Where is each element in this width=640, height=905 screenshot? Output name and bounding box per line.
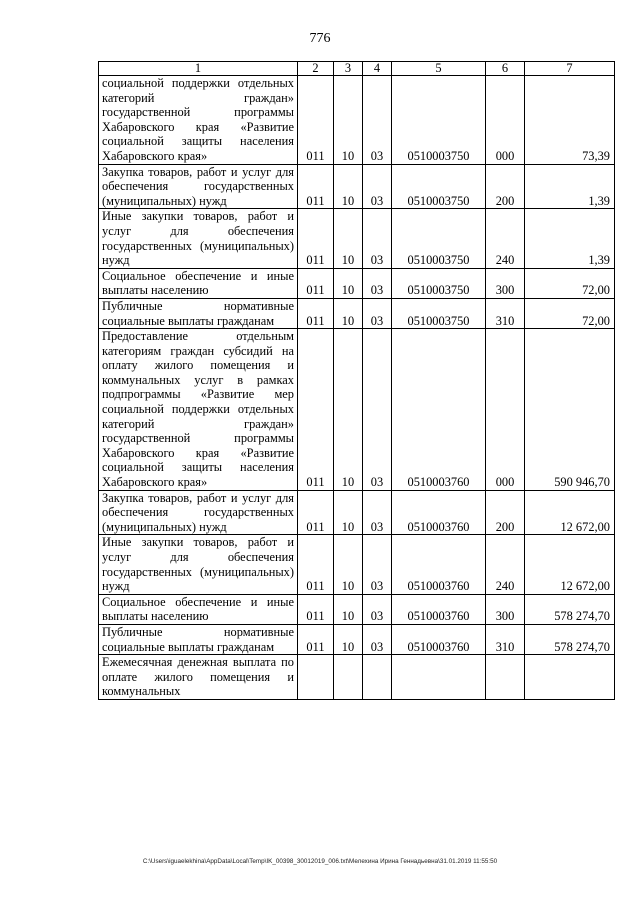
row-code-3: 10 [334, 76, 363, 165]
row-code-2: 011 [298, 624, 334, 654]
table-header-row [99, 62, 615, 76]
table-row [99, 209, 615, 268]
row-name: социальной поддержки отдельных категорий граждан» государственной программы Хабаровского края «Развитие социальной защиты населения Хабаровского края» [99, 76, 298, 165]
row-code-5: 0510003760 [392, 490, 486, 535]
row-code-2 [298, 655, 334, 700]
table-row [99, 298, 615, 328]
table-row [99, 624, 615, 654]
row-code-3: 10 [334, 624, 363, 654]
row-name: Предоставление отдельным категориям граждан субсидий на оплату жилого помещения и коммунальных услуг в рамках подпрограммы «Развитие мер социальной поддержки отдельных категорий граждан» государственной программы Хабаровского края «Развитие социальной защиты населения Хабаровского края» [99, 329, 298, 491]
row-amount: 12 672,00 [525, 490, 615, 535]
row-code-4: 03 [363, 164, 392, 209]
row-amount: 1,39 [525, 209, 615, 268]
row-code-3: 10 [334, 535, 363, 594]
row-code-5: 0510003750 [392, 76, 486, 165]
header-cell: 7 [525, 62, 615, 76]
row-amount: 578 274,70 [525, 594, 615, 624]
row-code-5 [392, 655, 486, 700]
row-code-5: 0510003760 [392, 535, 486, 594]
header-cell: 1 [99, 62, 298, 76]
row-code-6: 240 [486, 535, 525, 594]
document-footer-path: C:\Users\iguaelekhina\AppData\Local\Temp\IK_00398_30012019_006.txt\Мелехина Ирина Геннадьевна\31.01.2019 11:55:50 [142, 858, 498, 865]
row-code-4: 03 [363, 268, 392, 298]
row-name: Публичные нормативные социальные выплаты гражданам [99, 298, 298, 328]
row-code-4 [363, 655, 392, 700]
table-row [99, 76, 615, 165]
row-name: Закупка товаров, работ и услуг для обеспечения государственных (муниципальных) нужд [99, 490, 298, 535]
row-name: Социальное обеспечение и иные выплаты населению [99, 268, 298, 298]
row-code-2: 011 [298, 298, 334, 328]
table-row [99, 535, 615, 594]
row-name: Публичные нормативные социальные выплаты гражданам [99, 624, 298, 654]
row-amount: 72,00 [525, 298, 615, 328]
row-amount: 590 946,70 [525, 329, 615, 491]
row-code-2: 011 [298, 490, 334, 535]
row-code-4: 03 [363, 535, 392, 594]
row-amount: 1,39 [525, 164, 615, 209]
row-code-3: 10 [334, 164, 363, 209]
row-amount: 73,39 [525, 76, 615, 165]
table-row [99, 268, 615, 298]
row-code-6: 310 [486, 298, 525, 328]
row-code-4: 03 [363, 209, 392, 268]
row-code-5: 0510003750 [392, 268, 486, 298]
row-name: Ежемесячная денежная выплата по оплате жилого помещения и коммунальных [99, 655, 298, 700]
header-cell: 6 [486, 62, 525, 76]
budget-table [98, 61, 615, 700]
table-row [99, 655, 615, 700]
row-code-5: 0510003760 [392, 594, 486, 624]
row-name: Иные закупки товаров, работ и услуг для обеспечения государственных (муниципальных) нужд [99, 535, 298, 594]
row-code-6: 200 [486, 490, 525, 535]
row-code-6: 300 [486, 268, 525, 298]
row-code-4: 03 [363, 329, 392, 491]
row-code-2: 011 [298, 164, 334, 209]
row-name: Закупка товаров, работ и услуг для обеспечения государственных (муниципальных) нужд [99, 164, 298, 209]
table-row [99, 164, 615, 209]
row-code-2: 011 [298, 329, 334, 491]
row-code-6: 000 [486, 329, 525, 491]
row-code-3: 10 [334, 298, 363, 328]
row-code-6: 240 [486, 209, 525, 268]
row-amount: 578 274,70 [525, 624, 615, 654]
row-code-5: 0510003750 [392, 164, 486, 209]
row-code-4: 03 [363, 298, 392, 328]
header-cell: 4 [363, 62, 392, 76]
row-code-3: 10 [334, 329, 363, 491]
row-code-6: 200 [486, 164, 525, 209]
header-cell: 2 [298, 62, 334, 76]
row-code-2: 011 [298, 535, 334, 594]
header-cell: 5 [392, 62, 486, 76]
row-amount: 12 672,00 [525, 535, 615, 594]
row-code-3: 10 [334, 490, 363, 535]
row-code-6: 000 [486, 76, 525, 165]
row-code-2: 011 [298, 209, 334, 268]
row-name: Социальное обеспечение и иные выплаты населению [99, 594, 298, 624]
row-code-2: 011 [298, 594, 334, 624]
row-code-5: 0510003750 [392, 209, 486, 268]
row-code-6: 310 [486, 624, 525, 654]
row-code-2: 011 [298, 76, 334, 165]
row-code-5: 0510003760 [392, 624, 486, 654]
row-code-5: 0510003750 [392, 298, 486, 328]
header-cell: 3 [334, 62, 363, 76]
row-code-4: 03 [363, 490, 392, 535]
row-amount: 72,00 [525, 268, 615, 298]
table-row [99, 594, 615, 624]
row-code-5: 0510003760 [392, 329, 486, 491]
table-row [99, 329, 615, 491]
row-code-3: 10 [334, 209, 363, 268]
row-code-3: 10 [334, 594, 363, 624]
row-code-6: 300 [486, 594, 525, 624]
table-row [99, 490, 615, 535]
page-number: 776 [309, 31, 331, 46]
row-name: Иные закупки товаров, работ и услуг для обеспечения государственных (муниципальных) нужд [99, 209, 298, 268]
row-code-2: 011 [298, 268, 334, 298]
row-code-3: 10 [334, 268, 363, 298]
row-code-4: 03 [363, 76, 392, 165]
row-code-4: 03 [363, 624, 392, 654]
row-code-6 [486, 655, 525, 700]
row-amount [525, 655, 615, 700]
row-code-4: 03 [363, 594, 392, 624]
row-code-3 [334, 655, 363, 700]
